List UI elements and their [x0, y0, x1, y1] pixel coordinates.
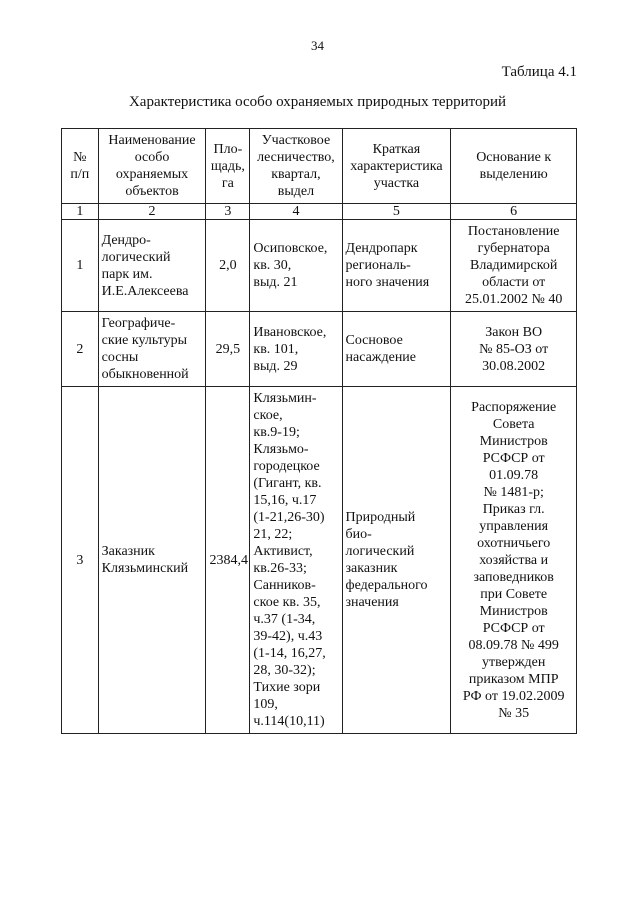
column-number: 4	[250, 204, 342, 220]
object-name: Географиче- ские культуры сосны обыкновенной	[98, 312, 206, 387]
column-number-row	[62, 204, 577, 220]
legal-basis: Закон ВО № 85-ОЗ от 30.08.2002	[451, 312, 577, 387]
header-cell-area: Пло- щадь, га	[206, 129, 250, 204]
area-value: 2384,4	[206, 387, 250, 734]
object-name: Заказник Клязьминский	[98, 387, 206, 734]
table-row	[62, 220, 577, 312]
row-number: 2	[62, 312, 99, 387]
area-description: Природный био- логический заказник федерального значения	[342, 387, 451, 734]
row-number: 3	[62, 387, 99, 734]
area-value: 29,5	[206, 312, 250, 387]
protected-areas-table	[61, 128, 577, 734]
header-cell-basis: Основание к выделению	[451, 129, 577, 204]
page-number: 34	[311, 38, 324, 53]
area-value: 2,0	[206, 220, 250, 312]
header-cell-name: Наименование особо охраняемых объектов	[98, 129, 206, 204]
table-label: Таблица 4.1	[501, 64, 577, 80]
object-name: Дендро- логический парк им. И.Е.Алексеева	[98, 220, 206, 312]
legal-basis: Распоряжение Совета Министров РСФСР от 01.09.78 № 1481-р; Приказ гл. управления охотничьего хозяйства и заповедников при Совете Министров РСФСР от 08.09.78 № 499 утвержден приказом МПР РФ от 19.02.2009 № 35	[451, 387, 577, 734]
header-cell-forestry: Участковое лесничество, квартал, выдел	[250, 129, 342, 204]
column-number: 3	[206, 204, 250, 220]
legal-basis: Постановление губернатора Владимирской области от 25.01.2002 № 40	[451, 220, 577, 312]
column-number: 6	[451, 204, 577, 220]
area-description: Дендропарк региональ- ного значения	[342, 220, 451, 312]
table-row	[62, 387, 577, 734]
document-title: Характеристика особо охраняемых природных территорий	[128, 94, 507, 110]
header-cell-description: Краткая характеристика участка	[342, 129, 451, 204]
forestry-location: Клязьмин- ское, кв.9-19; Клязьмо- городецкое (Гигант, кв. 15,16, ч.17 (1-21,26-30) 21, 22; Активист, кв.26-33; Санников- ское кв. 35, ч.37 (1-34, 39-42), ч.43 (1-14, 16,27, 28, 30-32); Тихие зори 109, ч.114(10,11)	[250, 387, 342, 734]
row-number: 1	[62, 220, 99, 312]
column-number: 1	[62, 204, 99, 220]
area-description: Сосновое насаждение	[342, 312, 451, 387]
header-cell-number: № п/п	[62, 129, 99, 204]
column-number: 5	[342, 204, 451, 220]
table-row	[62, 312, 577, 387]
forestry-location: Ивановское, кв. 101, выд. 29	[250, 312, 342, 387]
column-number: 2	[98, 204, 206, 220]
forestry-location: Осиповское, кв. 30, выд. 21	[250, 220, 342, 312]
header-row	[62, 129, 577, 204]
